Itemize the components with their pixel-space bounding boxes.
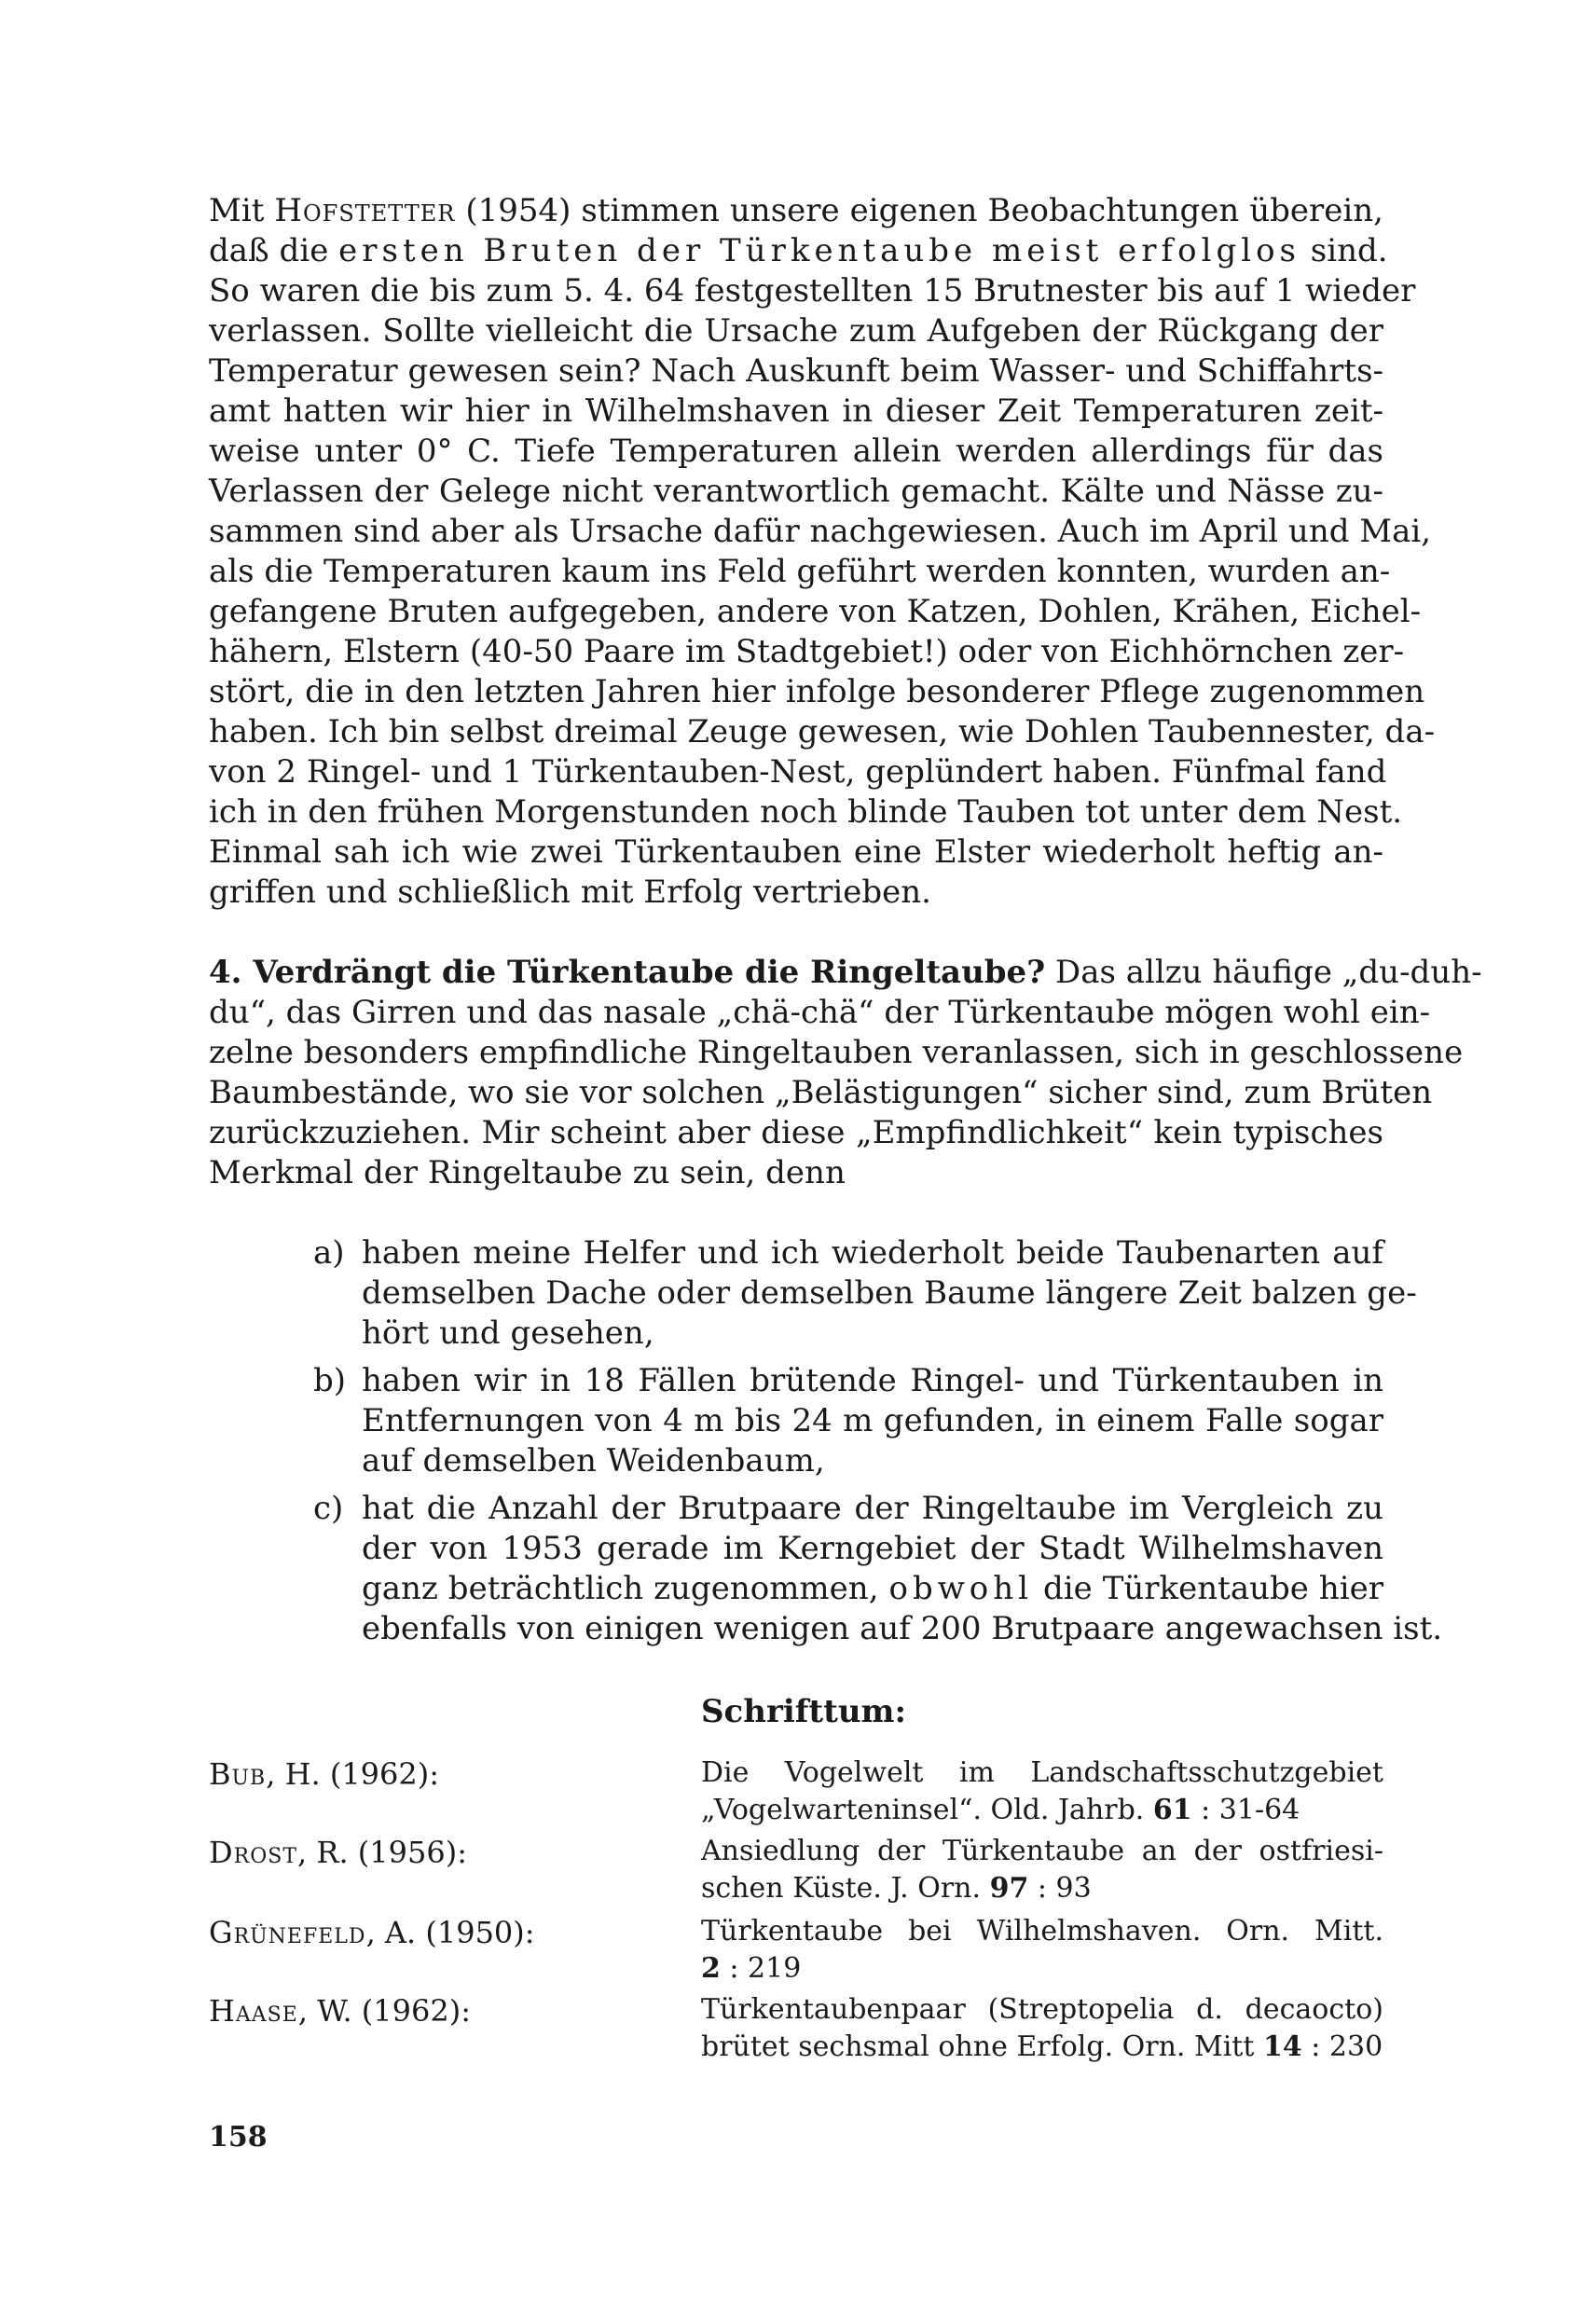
paragraph-line: ich in den frühen Morgenstunden noch blinde Tauben tot unter dem Nest. xyxy=(209,793,1403,831)
paragraph-line: gefangene Bruten aufgegeben, andere von Katzen, Dohlen, Krähen, Eichel- xyxy=(209,593,1422,630)
reference-text-line: Türkentaube bei Wilhelmshaven. Orn. Mitt. xyxy=(701,1915,1383,1947)
reference-year: , A. (1950): xyxy=(365,1915,535,1950)
paragraph-line: stört, die in den letzten Jahren hier infolge besonderer Pflege zugenommen xyxy=(209,673,1425,710)
list-item-line: hört und gesehen, xyxy=(362,1314,654,1352)
author-name: Haase xyxy=(209,1993,298,2029)
text: die Türkentaube hier xyxy=(1033,1570,1383,1607)
reference-text-line xyxy=(701,1950,1383,1988)
reference-text-line: Ansiedlung der Türkentaube an der ostfriesi- xyxy=(701,1835,1383,1867)
list-label: a) xyxy=(313,1234,345,1272)
volume-number: 2 xyxy=(701,1952,721,1985)
reference-text-line: Die Vogelwelt im Landschaftsschutzgebiet xyxy=(701,1756,1383,1789)
references-heading: Schrifttum: xyxy=(701,1693,907,1730)
list-item-line: haben wir in 18 Fällen brütende Ringel- und Türkentauben in xyxy=(362,1362,1383,1399)
paragraph-line: du“, das Girren und das nasale „chä-chä“ der Türkentaube mögen wohl ein- xyxy=(209,994,1431,1031)
paragraph-line: amt hatten wir hier in Wilhelmshaven in dieser Zeit Temperaturen zeit- xyxy=(209,392,1383,430)
reference-author xyxy=(209,1913,535,1953)
volume-number: 61 xyxy=(1152,1794,1192,1826)
paragraph-line: Einmal sah ich wie zwei Türkentauben eine Elster wiederholt heftig an- xyxy=(209,833,1383,871)
list-item-line: Entfernungen von 4 m bis 24 m gefunden, in einem Falle sogar xyxy=(362,1402,1383,1439)
paragraph-line: Temperatur gewesen sein? Nach Auskunft beim Wasser- und Schiffahrts- xyxy=(209,352,1383,390)
paragraph-line: Merkmal der Ringeltaube zu sein, denn xyxy=(209,1154,846,1191)
list-label: c) xyxy=(313,1490,344,1527)
paragraph-line: Verlassen der Gelege nicht verantwortlich gemacht. Kälte und Nässe zu- xyxy=(209,473,1383,510)
reference-text-line xyxy=(701,1870,1383,1907)
text: (1954) stimmen unsere eigenen Beobachtungen überein, xyxy=(455,192,1383,229)
list-item-line xyxy=(362,1569,1383,1609)
paragraph-line xyxy=(209,191,1383,231)
author-name: Hofstetter xyxy=(274,192,456,229)
paragraph-line: als die Temperaturen kaum ins Feld geführt werden konnten, wurden an- xyxy=(209,553,1391,590)
author-name: Bub xyxy=(209,1756,267,1792)
section-heading-line xyxy=(209,953,1482,993)
paragraph-line xyxy=(209,231,1388,271)
emphasis-text: obwohl xyxy=(888,1570,1034,1607)
list-item-line: ebenfalls von einigen wenigen auf 200 Brutpaare angewachsen ist. xyxy=(362,1610,1443,1647)
paragraph-line: von 2 Ringel- und 1 Türkentauben-Nest, geplündert haben. Fünfmal fand xyxy=(209,753,1387,791)
list-item-line: der von 1953 gerade im Kerngebiet der Stadt Wilhelmshaven xyxy=(362,1530,1383,1567)
reference-year: , W. (1962): xyxy=(297,1993,471,2029)
page-number: 158 xyxy=(209,2121,268,2154)
author-name: Drost xyxy=(209,1835,298,1870)
text: brütet sechsmal ohne Erfolg. Orn. Mitt xyxy=(701,2030,1263,2063)
reference-text-line xyxy=(701,2029,1383,2066)
text: „Vogelwarteninsel“. Old. Jahrb. xyxy=(701,1794,1153,1826)
paragraph-line: verlassen. Sollte vielleicht die Ursache zum Aufgeben der Rückgang der xyxy=(209,312,1383,350)
text: schen Küste. J. Orn. xyxy=(701,1872,990,1905)
paragraph-line: So waren die bis zum 5. 4. 64 festgestellten 15 Brutnester bis auf 1 wieder xyxy=(209,272,1416,310)
volume-number: 14 xyxy=(1262,2030,1302,2063)
paragraph-line: griffen und schließlich mit Erfolg vertrieben. xyxy=(209,874,931,911)
list-item-line: demselben Dache oder demselben Baume längere Zeit balzen ge- xyxy=(362,1274,1417,1312)
reference-year: , R. (1956): xyxy=(297,1835,467,1870)
paragraph-line: hähern, Elstern (40-50 Paare im Stadtgebiet!) oder von Eichhörnchen zer- xyxy=(209,633,1405,670)
paragraph-line: haben. Ich bin selbst dreimal Zeuge gewesen, wie Dohlen Taubennester, da- xyxy=(209,713,1436,750)
text: daß die xyxy=(209,232,339,269)
list-item-line: haben meine Helfer und ich wiederholt beide Taubenarten auf xyxy=(362,1234,1383,1272)
paragraph-line: zelne besonders empfindliche Ringeltauben veranlassen, sich in geschlossene xyxy=(209,1034,1464,1071)
section-heading: 4. Verdrängt die Türkentaube die Ringeltaube? xyxy=(209,954,1046,991)
paragraph-line: weise unter 0° C. Tiefe Temperaturen allein werden allerdings für das xyxy=(209,433,1383,470)
text: : 219 xyxy=(720,1952,802,1985)
volume-number: 97 xyxy=(989,1872,1029,1905)
list-item-line: hat die Anzahl der Brutpaare der Ringeltaube im Vergleich zu xyxy=(362,1490,1383,1527)
text: sind. xyxy=(1300,232,1388,269)
reference-author xyxy=(209,1755,439,1795)
text: ganz beträchtlich zugenommen, xyxy=(362,1570,889,1607)
list-label: b) xyxy=(313,1362,347,1399)
text: : 31-64 xyxy=(1191,1794,1300,1826)
text: Das allzu häufige „du-duh- xyxy=(1045,954,1482,991)
paragraph-line: sammen sind aber als Ursache dafür nachgewiesen. Auch im April und Mai, xyxy=(209,513,1432,550)
text: Mit xyxy=(209,192,275,229)
reference-author xyxy=(209,1991,471,2031)
paragraph-line: zurückzuziehen. Mir scheint aber diese „Empfindlichkeit“ kein typisches xyxy=(209,1114,1383,1151)
reference-text-line: Türkentaubenpaar (Streptopelia d. decaocto) xyxy=(701,1993,1383,2026)
reference-text-line xyxy=(701,1792,1383,1829)
list-item-line: auf demselben Weidenbaum, xyxy=(362,1442,825,1479)
text: : 230 xyxy=(1301,2030,1383,2063)
author-name: Grünefeld xyxy=(209,1915,366,1950)
reference-year: , H. (1962): xyxy=(266,1756,440,1792)
paragraph-line: Baumbestände, wo sie vor solchen „Belästigungen“ sicher sind, zum Brüten xyxy=(209,1074,1433,1111)
reference-author xyxy=(209,1833,467,1873)
text: : 93 xyxy=(1028,1872,1092,1905)
emphasis-text: ersten Bruten der Türkentaube meist erfolglos xyxy=(338,232,1300,269)
